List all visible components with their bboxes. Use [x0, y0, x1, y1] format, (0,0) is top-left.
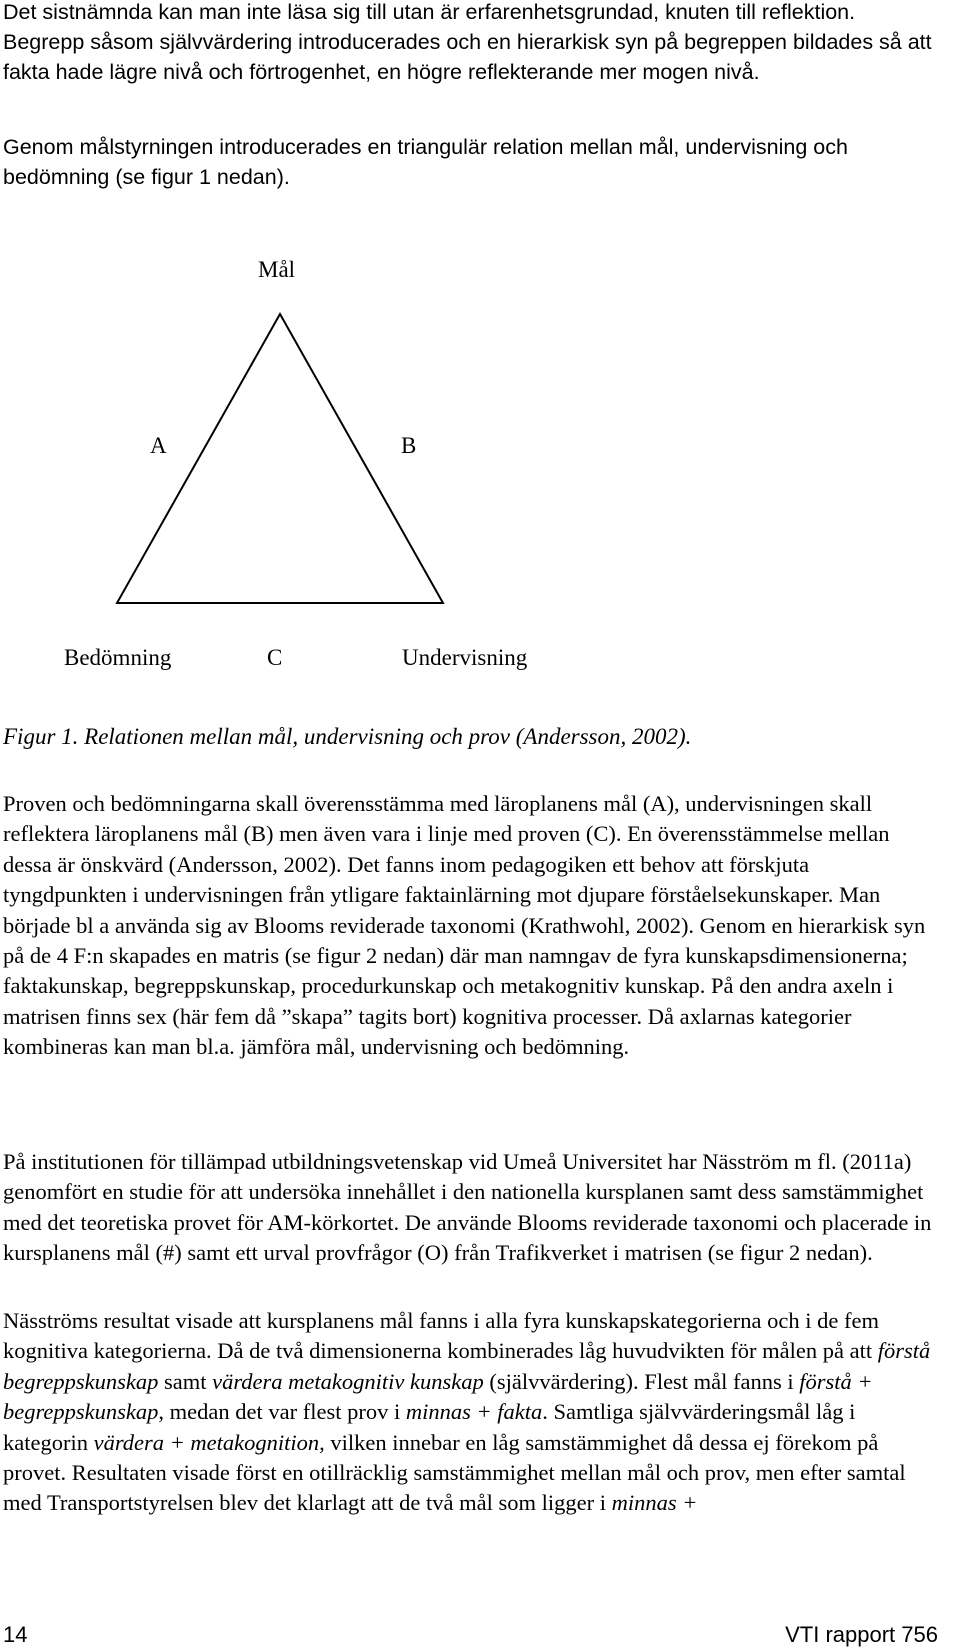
paragraph-4: På institutionen för tillämpad utbildningsvetenskap vid Umeå Universitet har Näsström m fl. (2011a) genomfört en studie för att undersöka innehållet i den nationella kursplanen samt dess samstämmighet med det teoretiska provet för AM-körkortet. De använde Blooms reviderade taxonomi och placerade in kursplanens mål (#) samt ett urval provfrågor (O) från Trafikverket i matrisen (se figur 2 nedan).: [3, 1149, 932, 1266]
label-side-b: B: [401, 433, 417, 458]
label-bottom-left: Bedömning: [64, 645, 172, 670]
label-side-c: C: [267, 645, 283, 670]
label-bottom-right: Undervisning: [402, 645, 528, 670]
report-name: VTI rapport 756: [785, 1622, 938, 1647]
paragraph-1: Det sistnämnda kan man inte läsa sig till utan är erfarenhetsgrundad, knuten till reflektion. Begrepp såsom självvärdering introducerades och en hierarkisk syn på begreppen bildades så att fakta hade lägre nivå och förtrogenhet, en högre reflekterande mer mogen nivå.: [3, 0, 932, 84]
paragraph-2: Genom målstyrningen introducerades en triangulär relation mellan mål, undervisning och bedömning (se figur 1 nedan).: [3, 135, 848, 189]
triangle-graphic: [0, 255, 600, 695]
figure-caption: Figur 1. Relationen mellan mål, undervisning och prov (Andersson, 2002).: [3, 724, 692, 749]
figure-1-triangle-diagram: [0, 255, 600, 695]
paragraph-5: Näsströms resultat visade att kursplanens mål fanns i alla fyra kunskapskategorierna och i de fem kognitiva kategorierna. Då de två dimensionerna kombinerades låg huvudvikten för målen på att förstå begreppskunskap samt värdera metakognitiv kunskap (självvärdering). Flest mål fanns i förstå + begreppskunskap, medan det var flest prov i minnas + fakta. Samtliga självvärderingsmål låg i kategorin värdera + metakognition, vilken innebar en låg samstämmighet då dessa ej förekom på provet. Resultaten visade först en otillräcklig samstämmighet mellan mål och prov, men efter samtal med Transportstyrelsen blev det klarlagt att de två mål som ligger i minnas +: [3, 1308, 931, 1516]
paragraph-3: Proven och bedömningarna skall överensstämma med läroplanens mål (A), undervisningen skall reflektera läroplanens mål (B) men även vara i linje med proven (C). En överensstämmelse mellan dessa är önskvärd (Andersson, 2002). Det fanns inom pedagogiken ett behov att förskjuta tyngdpunkten i undervisningen från ytligare faktainlärning mot djupare förståelsekunskaper. Man började bl a använda sig av Blooms reviderade taxonomi (Krathwohl, 2002). Genom en hierarkisk syn på de 4 F:n skapades en matris (se figur 2 nedan) där man namngav de fyra kunskapsdimensionerna; faktakunskap, begreppskunskap, procedurkunskap och metakognitiv kunskap. På den andra axeln i matrisen finns sex (här fem då ”skapa” tagits bort) kognitiva processer. Då axlarnas kategorier kombineras kan man bl.a. jämföra mål, undervisning och bedömning.: [3, 791, 926, 1060]
page-number: 14: [3, 1622, 28, 1647]
label-side-a: A: [150, 433, 167, 458]
label-top-mal: Mål: [258, 257, 296, 282]
